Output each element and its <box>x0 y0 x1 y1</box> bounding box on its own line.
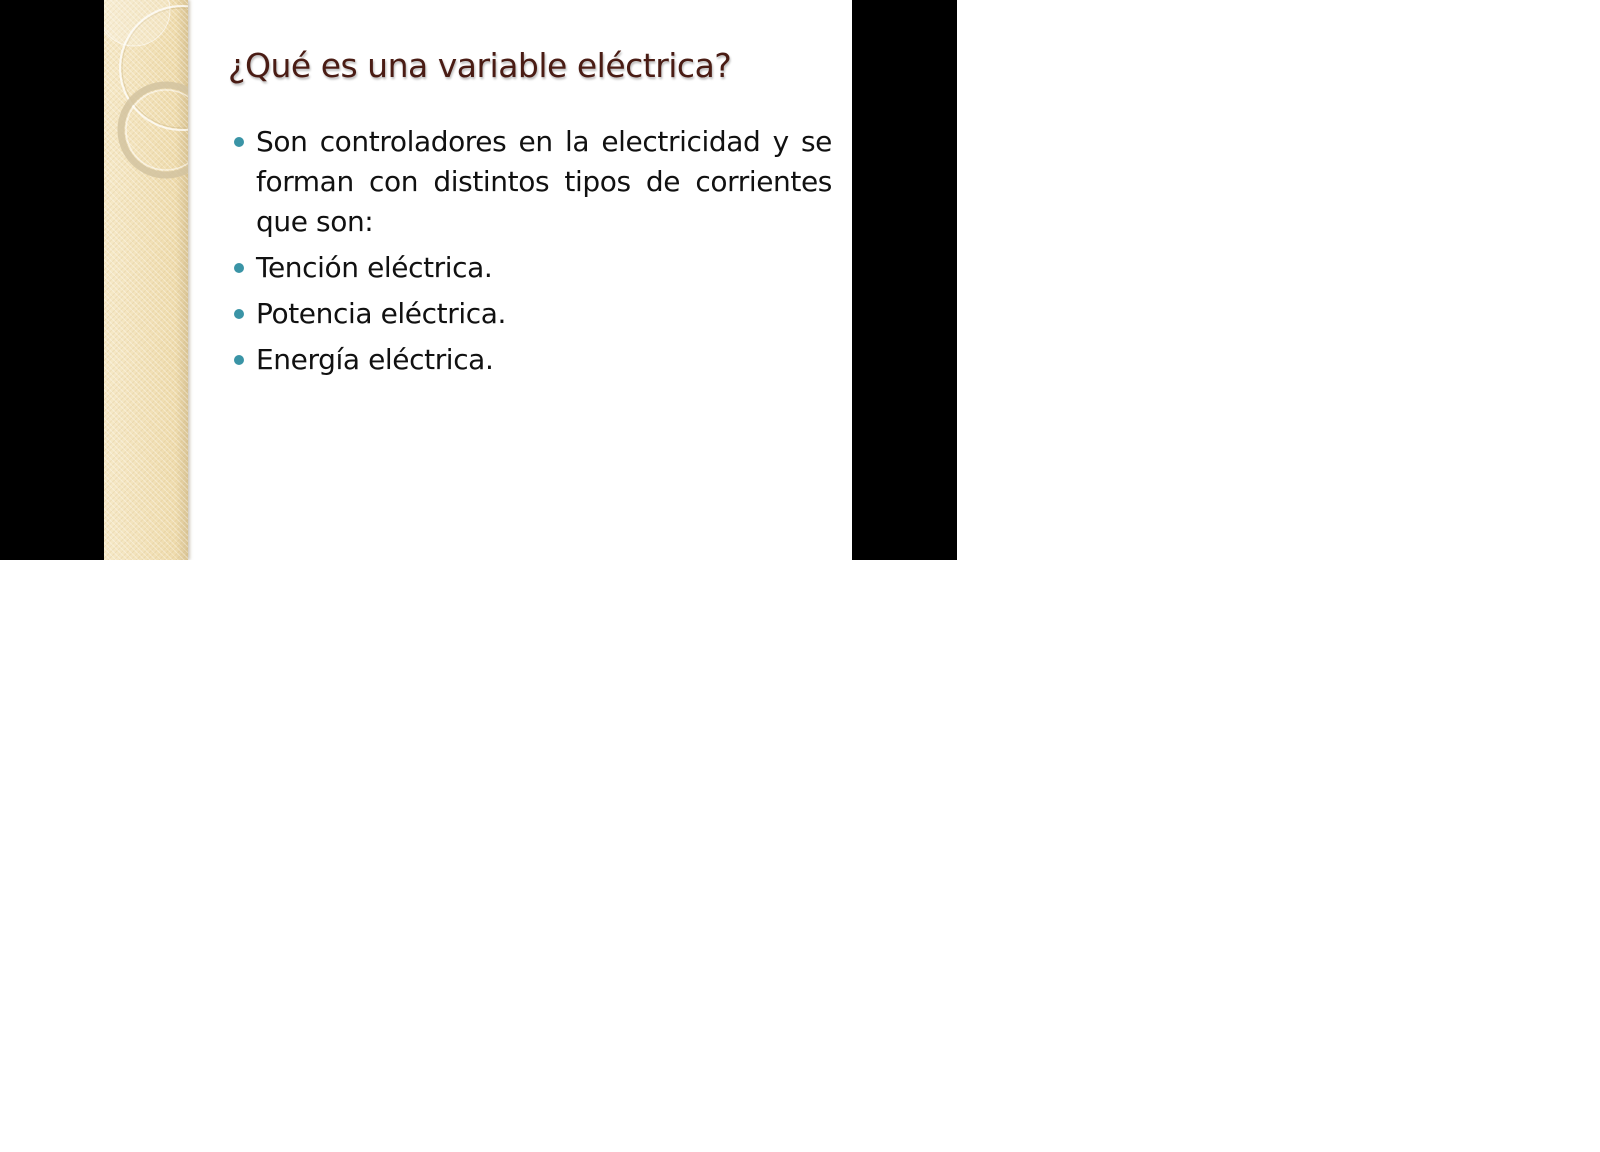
bullet-item <box>228 248 832 288</box>
bullet-item <box>228 340 832 380</box>
bullet-icon <box>234 355 244 365</box>
rings-ornament-icon <box>104 0 188 200</box>
bullet-text: Tención eléctrica. <box>256 251 493 284</box>
slide-viewer <box>0 0 957 560</box>
bullet-text: Son controladores en la electricidad y se forman con distintos tipos de corrientes que son: <box>256 125 832 238</box>
bullet-icon <box>234 309 244 319</box>
slide-title: ¿Qué es una variable eléctrica? <box>228 46 732 85</box>
bullet-icon <box>234 263 244 273</box>
bullet-icon <box>234 137 244 147</box>
bullet-item <box>228 294 832 334</box>
slide <box>104 0 852 560</box>
bullet-list <box>228 122 832 386</box>
decorative-side-band <box>104 0 188 560</box>
bullet-text: Energía eléctrica. <box>256 343 494 376</box>
bullet-text: Potencia eléctrica. <box>256 297 506 330</box>
bullet-item <box>228 122 832 242</box>
